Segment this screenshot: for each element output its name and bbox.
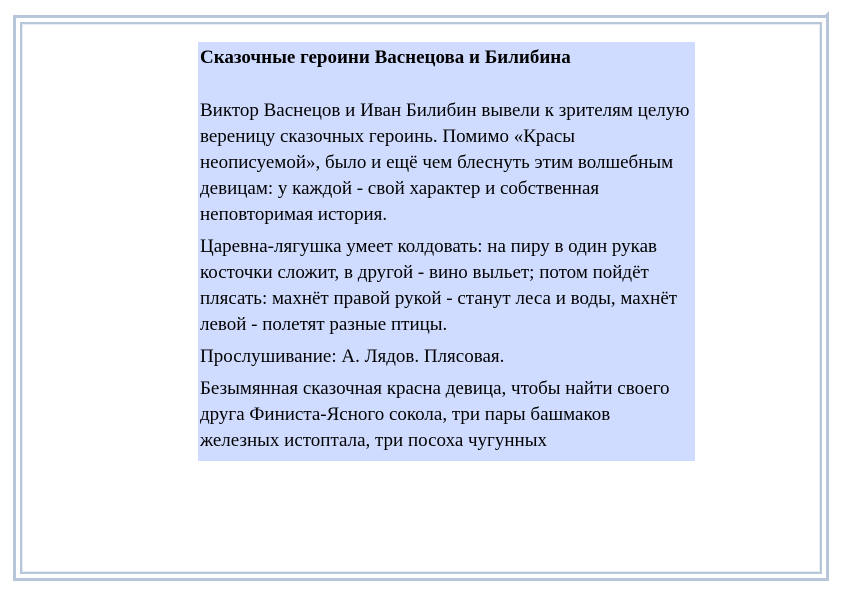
paragraph-nameless-maiden: Безымянная сказочная красна девица, чтобы найти своего друга Финиста-Ясного сокола, три пары башмаков железных истоптала, три посоха чугунных bbox=[200, 378, 670, 451]
frame-corner-decoration bbox=[823, 11, 829, 17]
paragraph-frog-princess: Царевна-лягушка умеет колдовать: на пиру в один рукав косточки сложит, в другой - вино выльет; потом пойдёт плясать: махнёт правой рукой - станут леса и воды, махнёт левой - полетят разные птицы. bbox=[200, 236, 678, 335]
text-box bbox=[198, 42, 695, 461]
document-title: Сказочные героини Васнецова и Билибина bbox=[200, 47, 571, 68]
paragraph-intro: Виктор Васнецов и Иван Билибин вывели к зрителям целую вереницу сказочных героинь. Помимо «Красы неописуемой», было и ещё чем блеснуть этим волшебным девицам: у каждой - свой характер и собственная неповторимая история. bbox=[200, 100, 690, 225]
paragraph-listening: Прослушивание: А. Лядов. Плясовая. bbox=[200, 346, 505, 367]
